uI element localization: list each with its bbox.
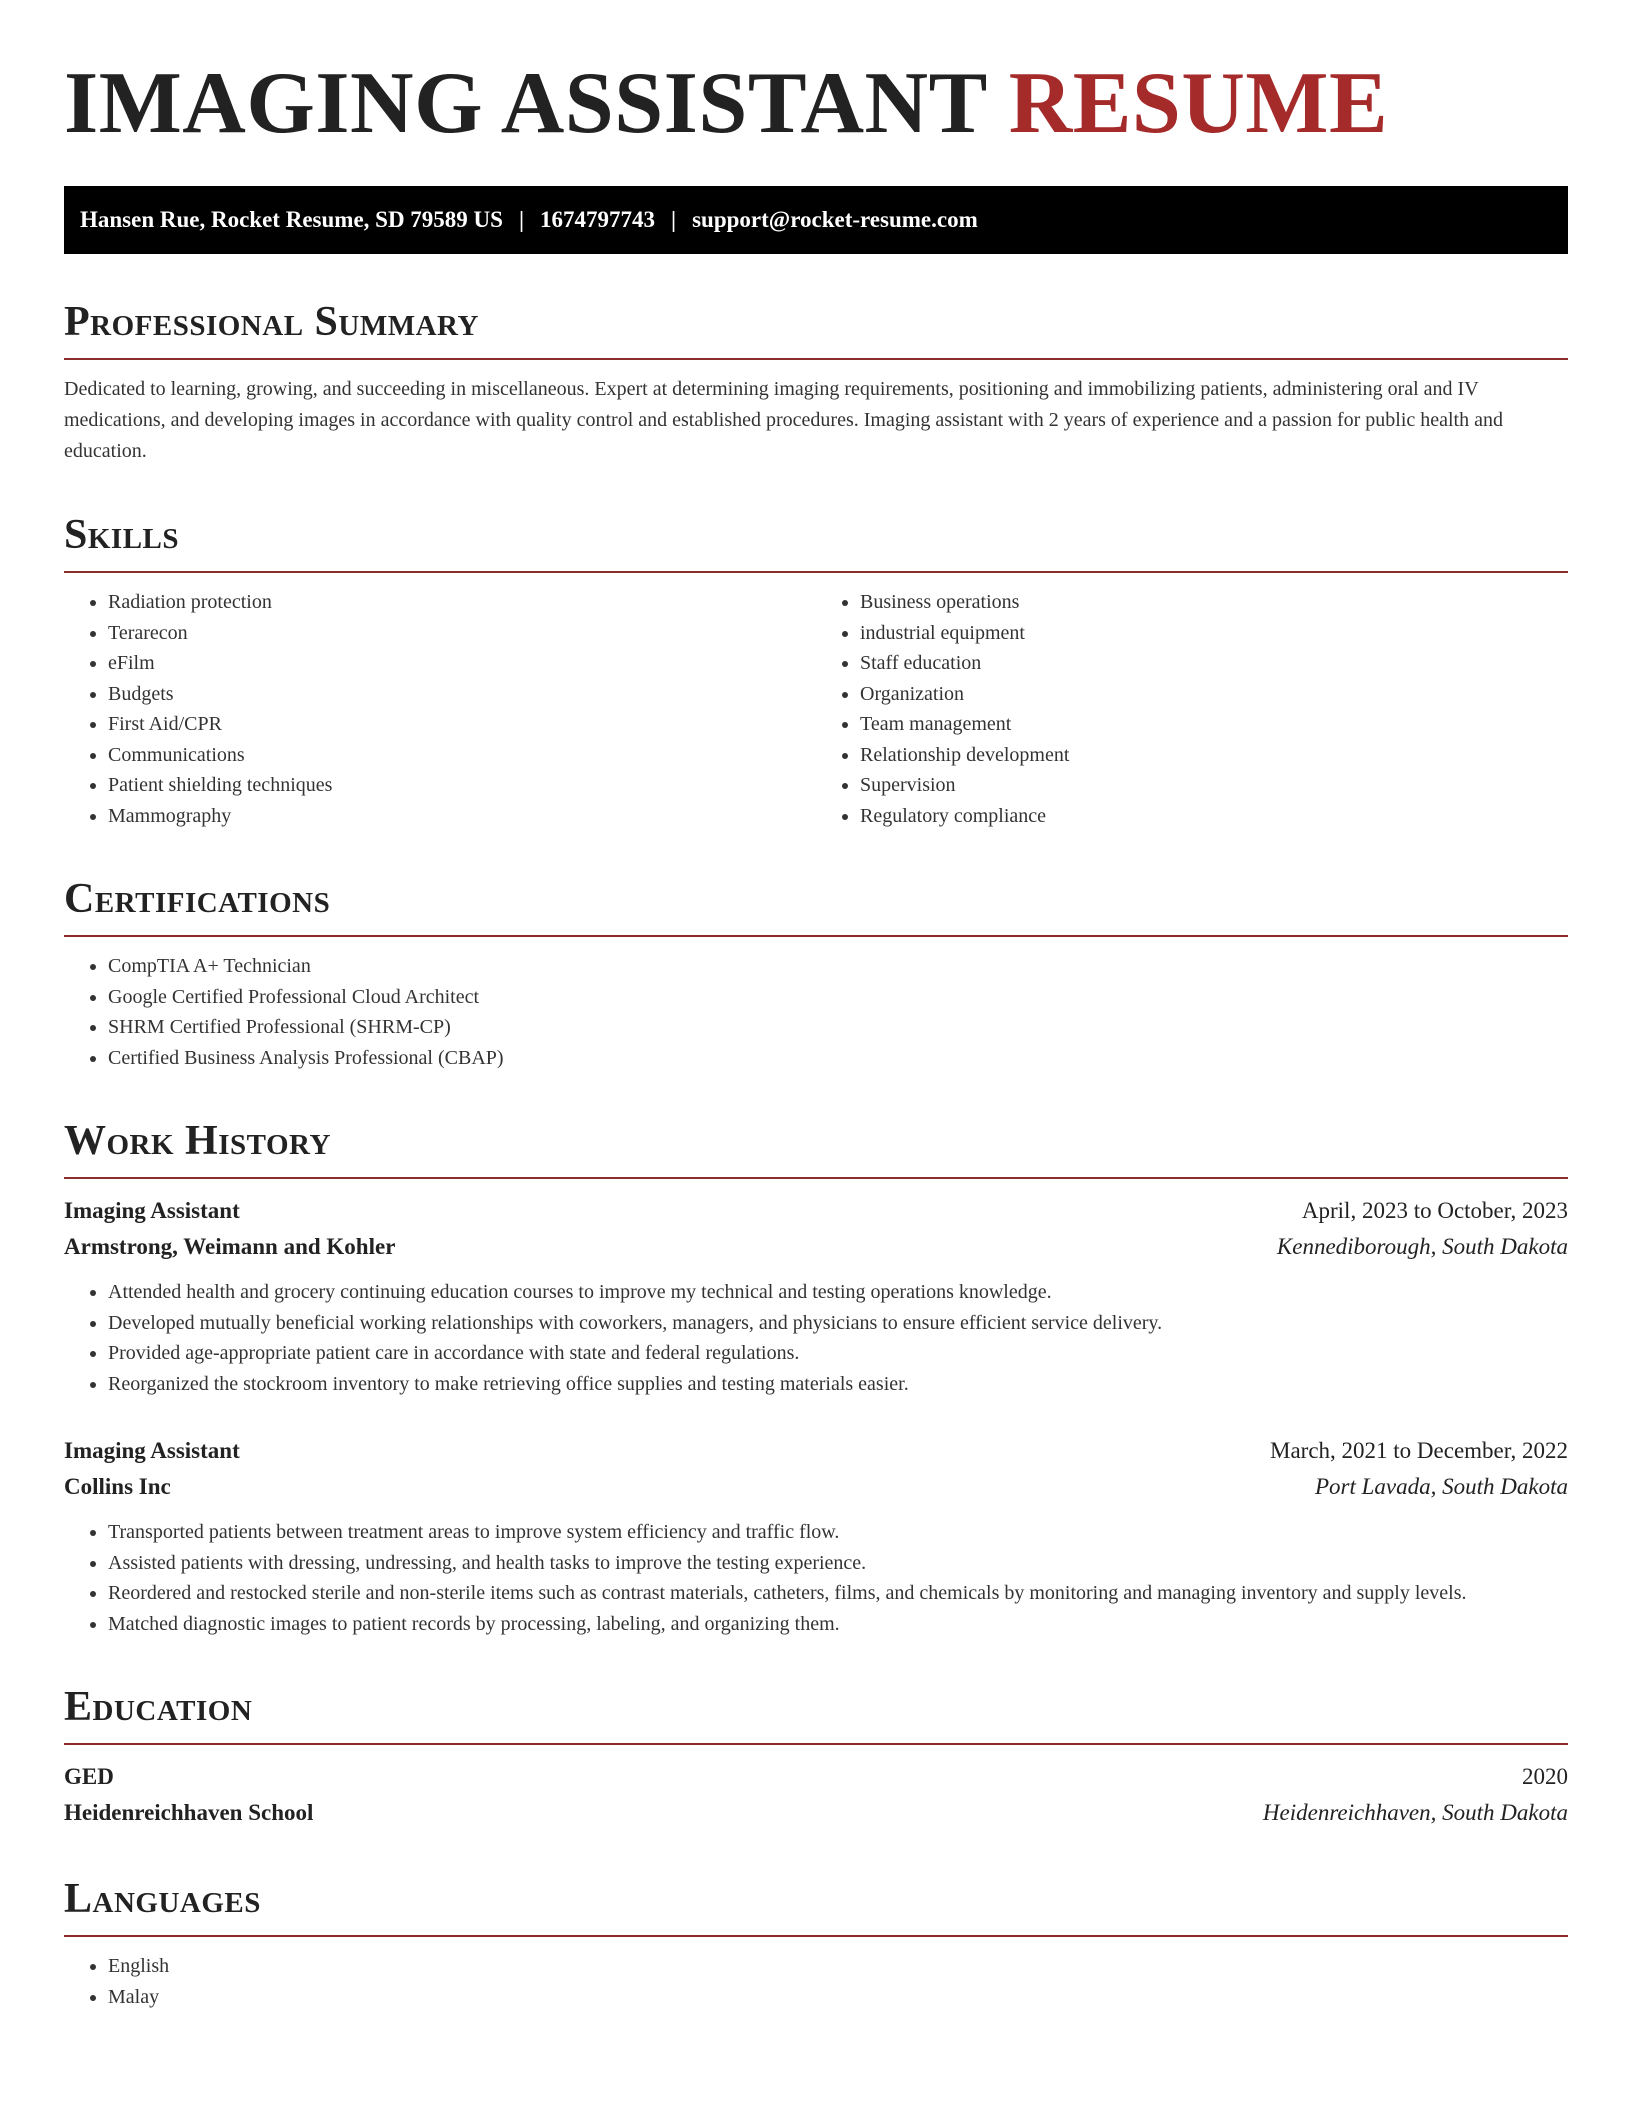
languages-section (64, 1875, 1568, 2012)
job-company: Armstrong, Weimann and Kohler (64, 1234, 396, 1259)
language-item: • English (108, 1951, 1568, 1982)
job-bullet: • Matched diagnostic images to patient records by processing, labeling, and organizing them. (108, 1609, 1568, 1640)
job-location: Port Lavada, South Dakota (1315, 1474, 1568, 1499)
job-bullet: • Reordered and restocked sterile and non-sterile items such as contrast materials, catheters, films, and chemicals by monitoring and managing inventory and supply levels. (108, 1578, 1568, 1609)
education-entry (64, 1759, 1568, 1831)
skill-item: • First Aid/CPR (108, 709, 816, 740)
certification-item: • CompTIA A+ Technician (108, 951, 1568, 982)
job-bullets (64, 1517, 1568, 1639)
skill-item: • Mammography (108, 801, 816, 832)
certification-item: • Google Certified Professional Cloud Architect (108, 982, 1568, 1013)
job-bullet: • Assisted patients with dressing, undressing, and health tasks to improve the testing experience. (108, 1548, 1568, 1579)
summary-section (64, 298, 1568, 467)
skill-item: • Patient shielding techniques (108, 770, 816, 801)
skill-item: • Organization (860, 679, 1568, 710)
title-accent: RESUME (1008, 55, 1389, 152)
section-heading-work-history: Work History (64, 1117, 1568, 1179)
job-dates: March, 2021 to December, 2022 (1270, 1438, 1568, 1463)
summary-text: Dedicated to learning, growing, and succeeding in miscellaneous. Expert at determining imaging requirements, positioning and immobilizing patients, administering oral and IV medications, and developing images in accordance with quality control and established procedures. Imaging assistant with 2 years of experience and a passion for public health and education. (64, 378, 1503, 462)
skill-item: • Radiation protection (108, 587, 816, 618)
job-bullet: • Attended health and grocery continuing education courses to improve my technical and testing operations knowledge. (108, 1277, 1568, 1308)
contact-phone[interactable]: 1674797743 (540, 207, 656, 232)
job-title: Imaging Assistant (64, 1438, 240, 1463)
skills-list-right (816, 587, 1568, 831)
certifications-section (64, 875, 1568, 1073)
certification-item: • SHRM Certified Professional (SHRM-CP) (108, 1012, 1568, 1043)
contact-bar (64, 186, 1568, 254)
skills-section (64, 511, 1568, 831)
skill-item: • Regulatory compliance (860, 801, 1568, 832)
education-school: Heidenreichhaven School (64, 1800, 314, 1825)
skill-item: • Budgets (108, 679, 816, 710)
contact-email[interactable]: support@rocket-resume.com (692, 207, 978, 232)
skill-item: • Staff education (860, 648, 1568, 679)
certifications-list (64, 951, 1568, 1073)
section-heading-education: Education (64, 1683, 1568, 1745)
work-history-section (64, 1117, 1568, 1639)
job-bullet: • Developed mutually beneficial working relationships with coworkers, managers, and physicians to ensure efficient service delivery. (108, 1308, 1568, 1339)
language-item: • Malay (108, 1982, 1568, 2013)
education-section (64, 1683, 1568, 1831)
job-bullets (64, 1277, 1568, 1399)
contact-separator: | (518, 207, 525, 232)
skill-item: • Supervision (860, 770, 1568, 801)
certification-item: • Certified Business Analysis Professional (CBAP) (108, 1043, 1568, 1074)
job-bullet: • Provided age-appropriate patient care in accordance with state and federal regulations. (108, 1338, 1568, 1369)
section-heading-skills: Skills (64, 511, 1568, 573)
section-heading-certifications: Certifications (64, 875, 1568, 937)
title-main: IMAGING ASSISTANT (64, 55, 987, 152)
contact-address: Hansen Rue, Rocket Resume, SD 79589 US (80, 207, 503, 232)
job-entry (64, 1433, 1568, 1639)
job-location: Kennediborough, South Dakota (1276, 1234, 1568, 1259)
contact-separator: | (671, 207, 677, 232)
skill-item: • Relationship development (860, 740, 1568, 771)
languages-list (64, 1951, 1568, 2012)
job-entry (64, 1193, 1568, 1399)
education-degree: GED (64, 1764, 114, 1789)
skills-list-left (64, 587, 816, 831)
job-bullet: • Reorganized the stockroom inventory to make retrieving office supplies and testing materials easier. (108, 1369, 1568, 1400)
skill-item: • eFilm (108, 648, 816, 679)
job-title: Imaging Assistant (64, 1198, 240, 1223)
skill-item: • Business operations (860, 587, 1568, 618)
skill-item: • Terarecon (108, 618, 816, 649)
education-location: Heidenreichhaven, South Dakota (1262, 1800, 1568, 1825)
job-dates: April, 2023 to October, 2023 (1301, 1198, 1568, 1223)
section-heading-languages: Languages (64, 1875, 1568, 1937)
education-year: 2020 (1522, 1764, 1568, 1789)
skill-item: • Team management (860, 709, 1568, 740)
section-heading-summary: Professional Summary (64, 298, 1568, 360)
resume-title (64, 56, 1568, 152)
job-bullet: • Transported patients between treatment areas to improve system efficiency and traffic flow. (108, 1517, 1568, 1548)
skill-item: • industrial equipment (860, 618, 1568, 649)
skill-item: • Communications (108, 740, 816, 771)
job-company: Collins Inc (64, 1474, 171, 1499)
